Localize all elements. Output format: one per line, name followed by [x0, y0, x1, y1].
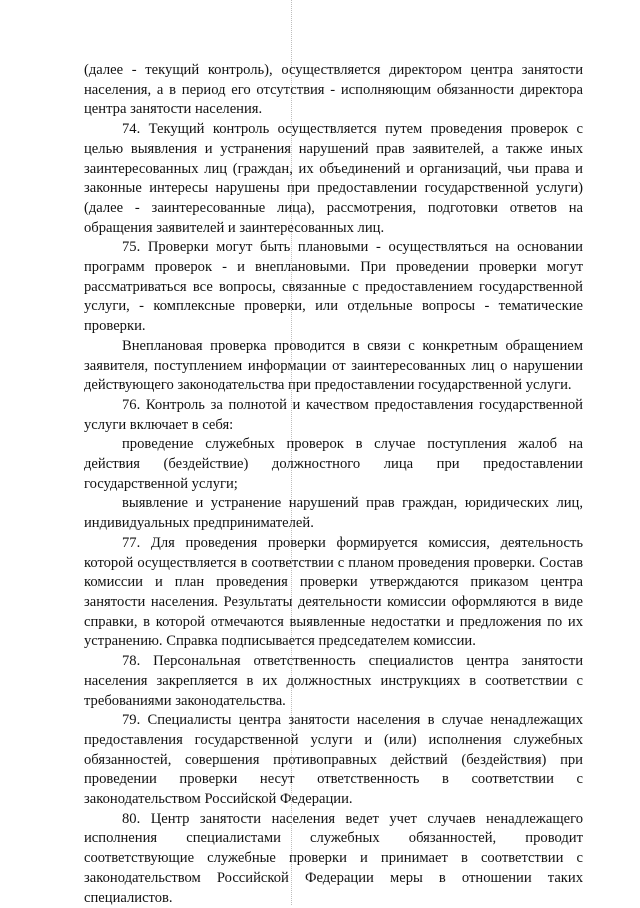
paragraph-76-item-2: выявление и устранение нарушений прав граждан, юридических лиц, индивидуальных предпринимателей. — [84, 495, 583, 532]
paragraph-78: 78. Персональная ответственность специалистов центра занятости населения закрепляется в их должностных инструкциях в соответствии с требованиями законодательства. — [84, 653, 583, 709]
paragraph-76: 76. Контроль за полнотой и качеством предоставления государственной услуги включает в себя: — [84, 396, 583, 433]
paragraph-75: 75. Проверки могут быть плановыми - осуществляться на основании программ проверок - и внеплановыми. При проведении проверки могут рассматриваться все вопросы, связанные с предоставлением государственной услуги, - комплексные проверки, или отдельные вопросы - тематические проверки. — [84, 239, 583, 335]
paragraph-77: 77. Для проведения проверки формируется комиссия, деятельность которой осуществляется в соответствии с планом проведения проверки. Состав комиссии и план проведения проверки утверждаются приказом центра занятости населения. Результаты деятельности комиссии оформляются в виде справки, в которой отмечаются выявленные недостатки и предложения по их устранению. Справка подписывается председателем комиссии. — [84, 534, 583, 650]
paragraph-80: 80. Центр занятости населения ведет учет случаев ненадлежащего исполнения специалистами служебных обязанностей, проводит соответствующие служебные проверки и принимает в соответствии с законодательством Российской Федерации меры в отношении таких специалистов. — [84, 810, 583, 906]
paragraph-76-item-1: проведение служебных проверок в случае поступления жалоб на действия (бездействие) должностного лица при предоставлении государственной услуги; — [84, 436, 583, 492]
paragraph-79: 79. Специалисты центра занятости населения в случае ненадлежащих предоставления государственной услуги и (или) исполнения служебных обязанностей, совершения противоправных действий (бездействия) при проведении проверки несут ответственность в соответствии с законодательством Российской Федерации. — [84, 712, 583, 808]
paragraph-74: 74. Текущий контроль осуществляется путем проведения проверок с целью выявления и устранения нарушений прав заявителей, а также иных заинтересованных лиц (граждан, их объединений и организаций, чьи права и законные интересы нарушены при предоставлении государственной услуги) (далее - заинтересованные лица), рассмотрения, подготовки ответов на обращения заявителей и заинтересованных лиц. — [84, 121, 583, 236]
document-body — [84, 61, 583, 908]
paragraph-unscheduled-inspection: Внеплановая проверка проводится в связи с конкретным обращением заявителя, поступлением информации от заинтересованных лиц о нарушении действующего законодательства при предоставлении государственной услуги. — [84, 337, 583, 394]
paragraph-continuation: (далее - текущий контроль), осуществляется директором центра занятости населения, а в период его отсутствия - исполняющим обязанности директора центра занятости населения. — [84, 62, 583, 118]
